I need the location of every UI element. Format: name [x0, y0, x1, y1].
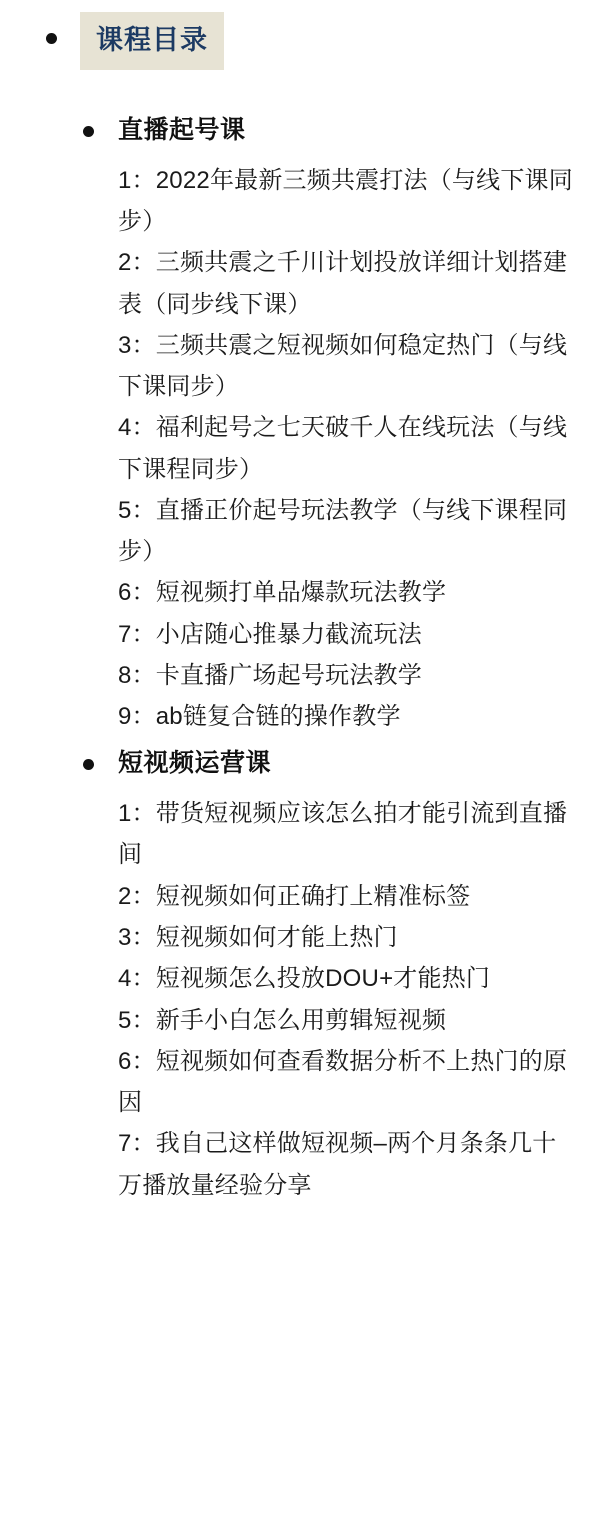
list-item: 1：带货短视频应该怎么拍才能引流到直播间 — [118, 800, 568, 869]
list-item: 3：短视频如何才能上热门 — [118, 924, 398, 952]
section-heading-0 — [118, 114, 583, 148]
list-item: 5：新手小白怎么用剪辑短视频 — [118, 1006, 447, 1034]
list-item: 3：三频共震之短视频如何稳定热门（与线下课同步） — [118, 331, 568, 401]
list-item: 5：直播正价起号玩法教学（与线下课程同步） — [118, 496, 568, 566]
list-item: 4：短视频怎么投放DOU+才能热门 — [118, 965, 491, 993]
course-catalog — [0, 114, 601, 1206]
list-item: 2：三频共震之千川计划投放详细计划搭建表（同步线下课） — [118, 249, 568, 318]
document-title-row — [0, 0, 601, 70]
section-item-list — [118, 793, 583, 1206]
bullet-icon — [46, 33, 57, 44]
section-heading-label: 短视频运营课 — [118, 749, 272, 778]
course-section — [118, 747, 583, 1205]
section-heading-label: 直播起号课 — [118, 116, 246, 144]
page-title: 课程目录 — [80, 12, 224, 70]
list-item: 2：短视频如何正确打上精准标签 — [118, 882, 471, 910]
list-item: 7：小店随心推暴力截流玩法 — [118, 620, 422, 648]
section-item-list — [118, 160, 583, 738]
bullet-icon — [83, 759, 94, 770]
course-section — [118, 114, 583, 737]
list-item: 6：短视频打单品爆款玩法教学 — [118, 579, 447, 607]
section-heading-1 — [118, 747, 583, 781]
list-item: 6：短视频如何查看数据分析不上热门的原因 — [118, 1047, 568, 1117]
bullet-icon — [83, 126, 94, 137]
list-item: 4：福利起号之七天破千人在线玩法（与线下课程同步） — [118, 414, 568, 483]
list-item: 8：卡直播广场起号玩法教学 — [118, 661, 422, 689]
list-item: 7：我自己这样做短视频–两个月条条几十万播放量经验分享 — [118, 1130, 557, 1199]
list-item: 1：2022年最新三频共震打法（与线下课同步） — [118, 166, 573, 236]
list-item: 9：ab链复合链的操作教学 — [118, 703, 401, 731]
